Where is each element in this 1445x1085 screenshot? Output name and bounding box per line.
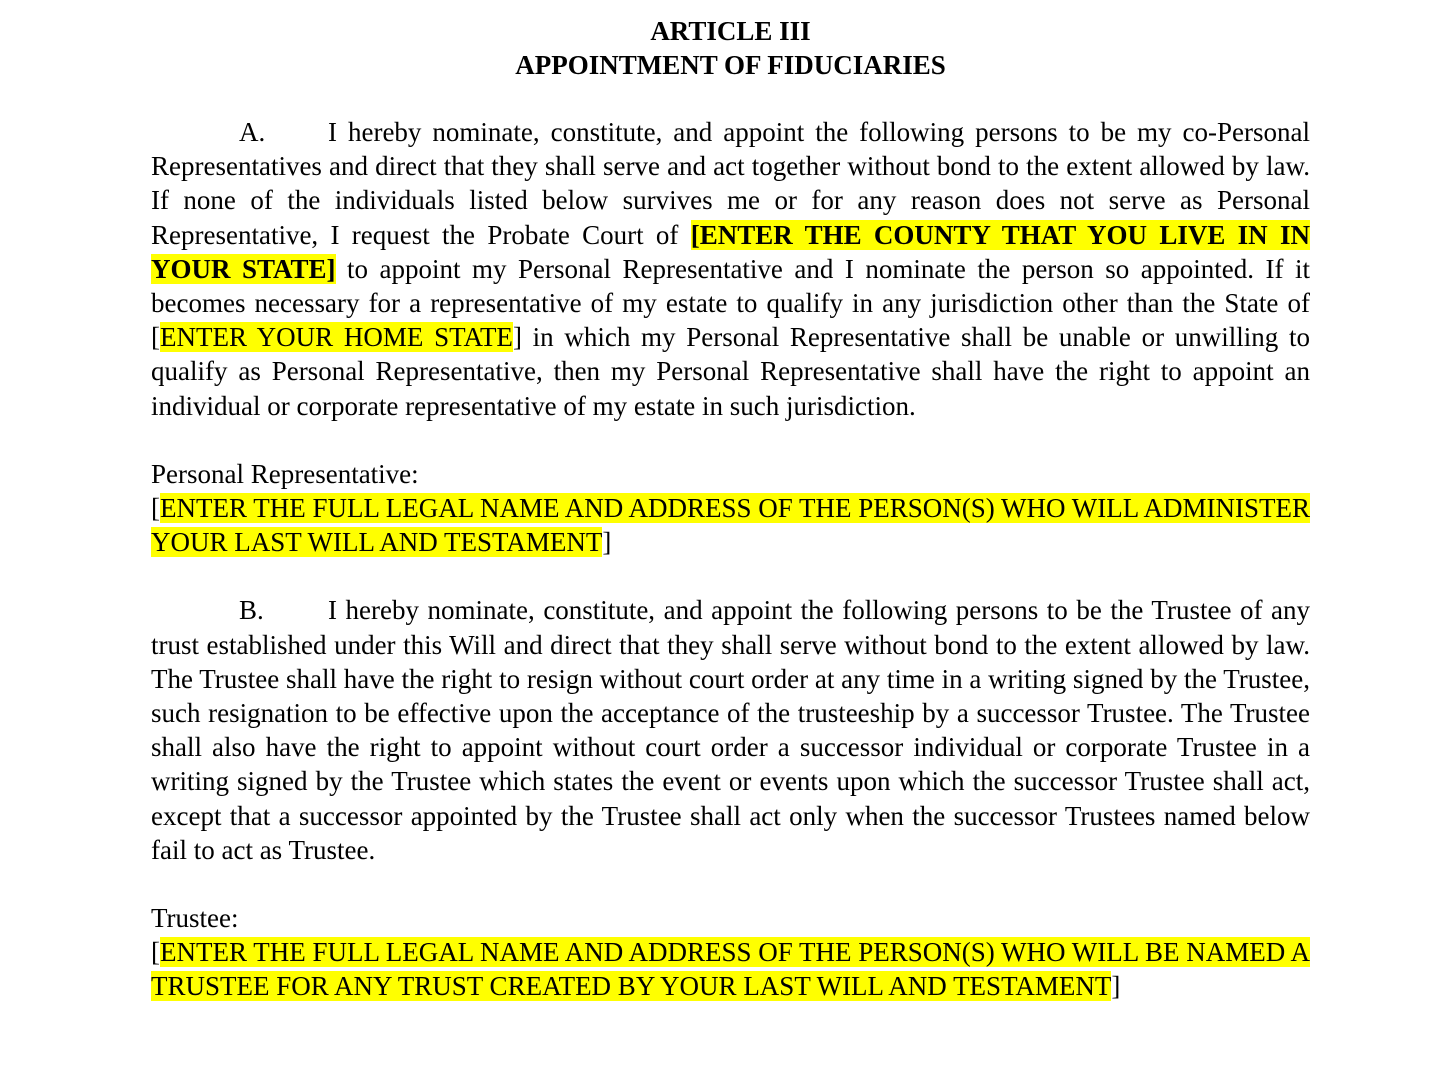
spacer: [151, 867, 1310, 901]
section-a-text-1: I hereby nominate, constitute, and appoint the following persons to be my co-Personal Representatives and direct that they shall serve and act together without bond to the extent allowed by law. If none of the individuals listed below survives me or for any reason does not serve as Personal Representative, I request the Probate Court of: [151, 117, 1310, 250]
article-title: APPOINTMENT OF FIDUCIARIES: [515, 50, 946, 80]
trustee-label: Trustee:: [151, 903, 239, 934]
section-b-label: B.: [239, 595, 264, 626]
section-a-text-3: ] in which my Personal Representative shall be unable or unwilling to qualify as Personal Representative, then my Personal Representative shall have the right to appoint an individual or corporate representative of my estate in such jurisdiction.: [151, 322, 1310, 421]
article-number: ARTICLE III: [650, 16, 811, 46]
section-a-text-2: to appoint my Personal Representative and I nominate the person so appointed. If it becomes necessary for a representative of my estate to qualify in any jurisdiction other than the State of [: [151, 253, 1310, 353]
document-page: [151, 14, 1310, 1004]
close-bracket: ]: [1111, 971, 1121, 1002]
open-bracket: [: [151, 493, 160, 524]
trustee-field: [151, 935, 1310, 1003]
spacer: [151, 559, 1310, 593]
section-a-paragraph: [151, 115, 1310, 423]
county-placeholder: [ENTER THE COUNTY THAT YOU LIVE IN IN YOUR STATE]: [151, 219, 1310, 284]
personal-representative-placeholder: ENTER THE FULL LEGAL NAME AND ADDRESS OF THE PERSON(S) WHO WILL ADMINISTER YOUR LAST WILL AND TESTAMENT: [151, 493, 1311, 558]
section-a-label: A.: [239, 117, 266, 147]
open-bracket: [: [151, 937, 160, 968]
section-b-text: I hereby nominate, constitute, and appoint the following persons to be the Trustee of any trust established under this Will and direct that they shall serve without bond to the extent allowed by law. The Trustee shall have the right to resign without court order at any time in a writing signed by the Trustee, such resignation to be effective upon the acceptance of the trusteeship by a successor Trustee. The Trustee shall also have the right to appoint without court order a successor individual or corporate Trustee in a writing signed by the Trustee which states the event or events upon which the successor Trustee shall act, except that a successor appointed by the Trustee shall act only when the successor Trustees named below fail to act as Trustee.: [151, 595, 1310, 865]
personal-representative-field: [151, 491, 1310, 559]
personal-representative-label: Personal Representative:: [151, 458, 419, 489]
section-b-paragraph: [151, 593, 1310, 867]
close-bracket: ]: [602, 527, 612, 558]
trustee-placeholder: ENTER THE FULL LEGAL NAME AND ADDRESS OF THE PERSON(S) WHO WILL BE NAMED A TRUSTEE FOR ANY TRUST CREATED BY YOUR LAST WILL AND TESTAMENT: [151, 937, 1311, 1002]
spacer: [151, 423, 1310, 457]
spacer: [151, 82, 1310, 115]
home-state-placeholder: ENTER YOUR HOME STATE: [160, 322, 513, 353]
